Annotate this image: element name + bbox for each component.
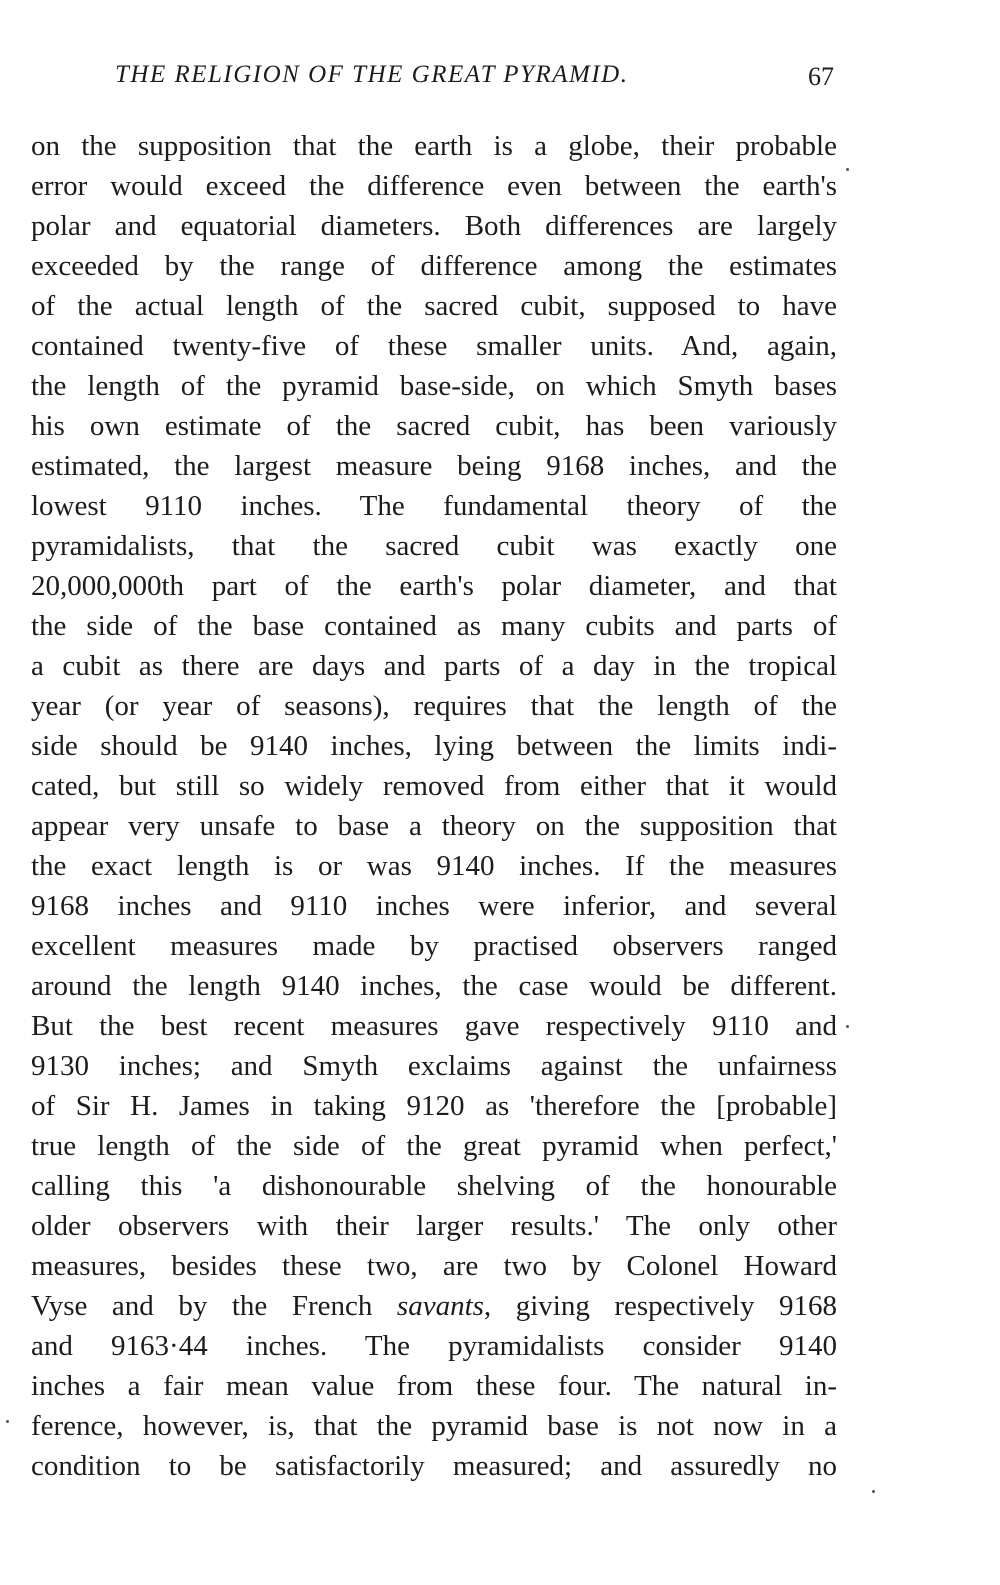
text-line: his own estimate of the sacred cubit, has been variously <box>31 410 837 442</box>
page-number: 67 <box>808 62 834 91</box>
scan-speck <box>846 168 849 171</box>
italic-word-savants: savants <box>396 1290 484 1322</box>
text-line: the side of the base contained as many cubits and parts of <box>31 610 837 642</box>
text-line: 9168 inches and 9110 inches were inferior, and several <box>31 890 837 922</box>
text-line: appear very unsafe to base a theory on the supposition that <box>31 810 837 842</box>
text-line: true length of the side of the great pyramid when perfect,' <box>31 1130 837 1162</box>
text-line: on the supposition that the earth is a globe, their probable <box>31 130 837 162</box>
text-line: lowest 9110 inches. The fundamental theory of the <box>31 490 837 522</box>
text-line: measures, besides these two, are two by Colonel Howard <box>31 1250 837 1282</box>
scan-speck <box>6 1420 9 1423</box>
body-paragraph <box>31 126 837 1486</box>
text-line: 20,000,000th part of the earth's polar diameter, and that <box>31 570 837 602</box>
text-line: cated, but still so widely removed from either that it would <box>31 770 837 802</box>
text-line: inches a fair mean value from these four. The natural in- <box>31 1370 837 1402</box>
text-line: the exact length is or was 9140 inches. If the measures <box>31 850 837 882</box>
text-line: excellent measures made by practised observers ranged <box>31 930 837 962</box>
text-line: pyramidalists, that the sacred cubit was exactly one <box>31 530 837 562</box>
text-line: a cubit as there are days and parts of a day in the tropical <box>31 650 837 682</box>
text-line: side should be 9140 inches, lying between the limits indi- <box>31 730 837 762</box>
text-line: polar and equatorial diameters. Both differences are largely <box>31 210 837 242</box>
text-line: 9130 inches; and Smyth exclaims against the unfairness <box>31 1050 837 1082</box>
text-line: ference, however, is, that the pyramid base is not now in a <box>31 1410 837 1442</box>
text-line: condition to be satisfactorily measured; and assuredly no <box>31 1450 837 1482</box>
text-line: the length of the pyramid base-side, on which Smyth bases <box>31 370 837 402</box>
text-line-with-italic <box>31 1286 837 1326</box>
running-title: THE RELIGION OF THE GREAT PYRAMID. <box>115 61 629 88</box>
scan-speck <box>846 1025 849 1028</box>
line-segment: , giving respectively 9168 <box>483 1290 838 1322</box>
text-line: of the actual length of the sacred cubit, supposed to have <box>31 290 837 322</box>
text-line: contained twenty-five of these smaller units. And, again, <box>31 330 837 362</box>
text-line: calling this 'a dishonourable shelving of the honourable <box>31 1170 837 1202</box>
text-line: older observers with their larger results.' The only other <box>31 1210 837 1242</box>
text-line: But the best recent measures gave respectively 9110 and <box>31 1010 837 1042</box>
text-line: of Sir H. James in taking 9120 as 'therefore the [probable] <box>31 1090 837 1122</box>
line-segment: Vyse and by the French <box>31 1290 397 1322</box>
text-line: exceeded by the range of difference among the estimates <box>31 250 837 282</box>
text-line: estimated, the largest measure being 9168 inches, and the <box>31 450 837 482</box>
text-line: year (or year of seasons), requires that the length of the <box>31 690 837 722</box>
text-line: and 9163·44 inches. The pyramidalists consider 9140 <box>31 1330 837 1362</box>
text-line: around the length 9140 inches, the case would be different. <box>31 970 837 1002</box>
scan-speck <box>872 1490 875 1493</box>
text-line: error would exceed the difference even between the earth's <box>31 170 837 202</box>
